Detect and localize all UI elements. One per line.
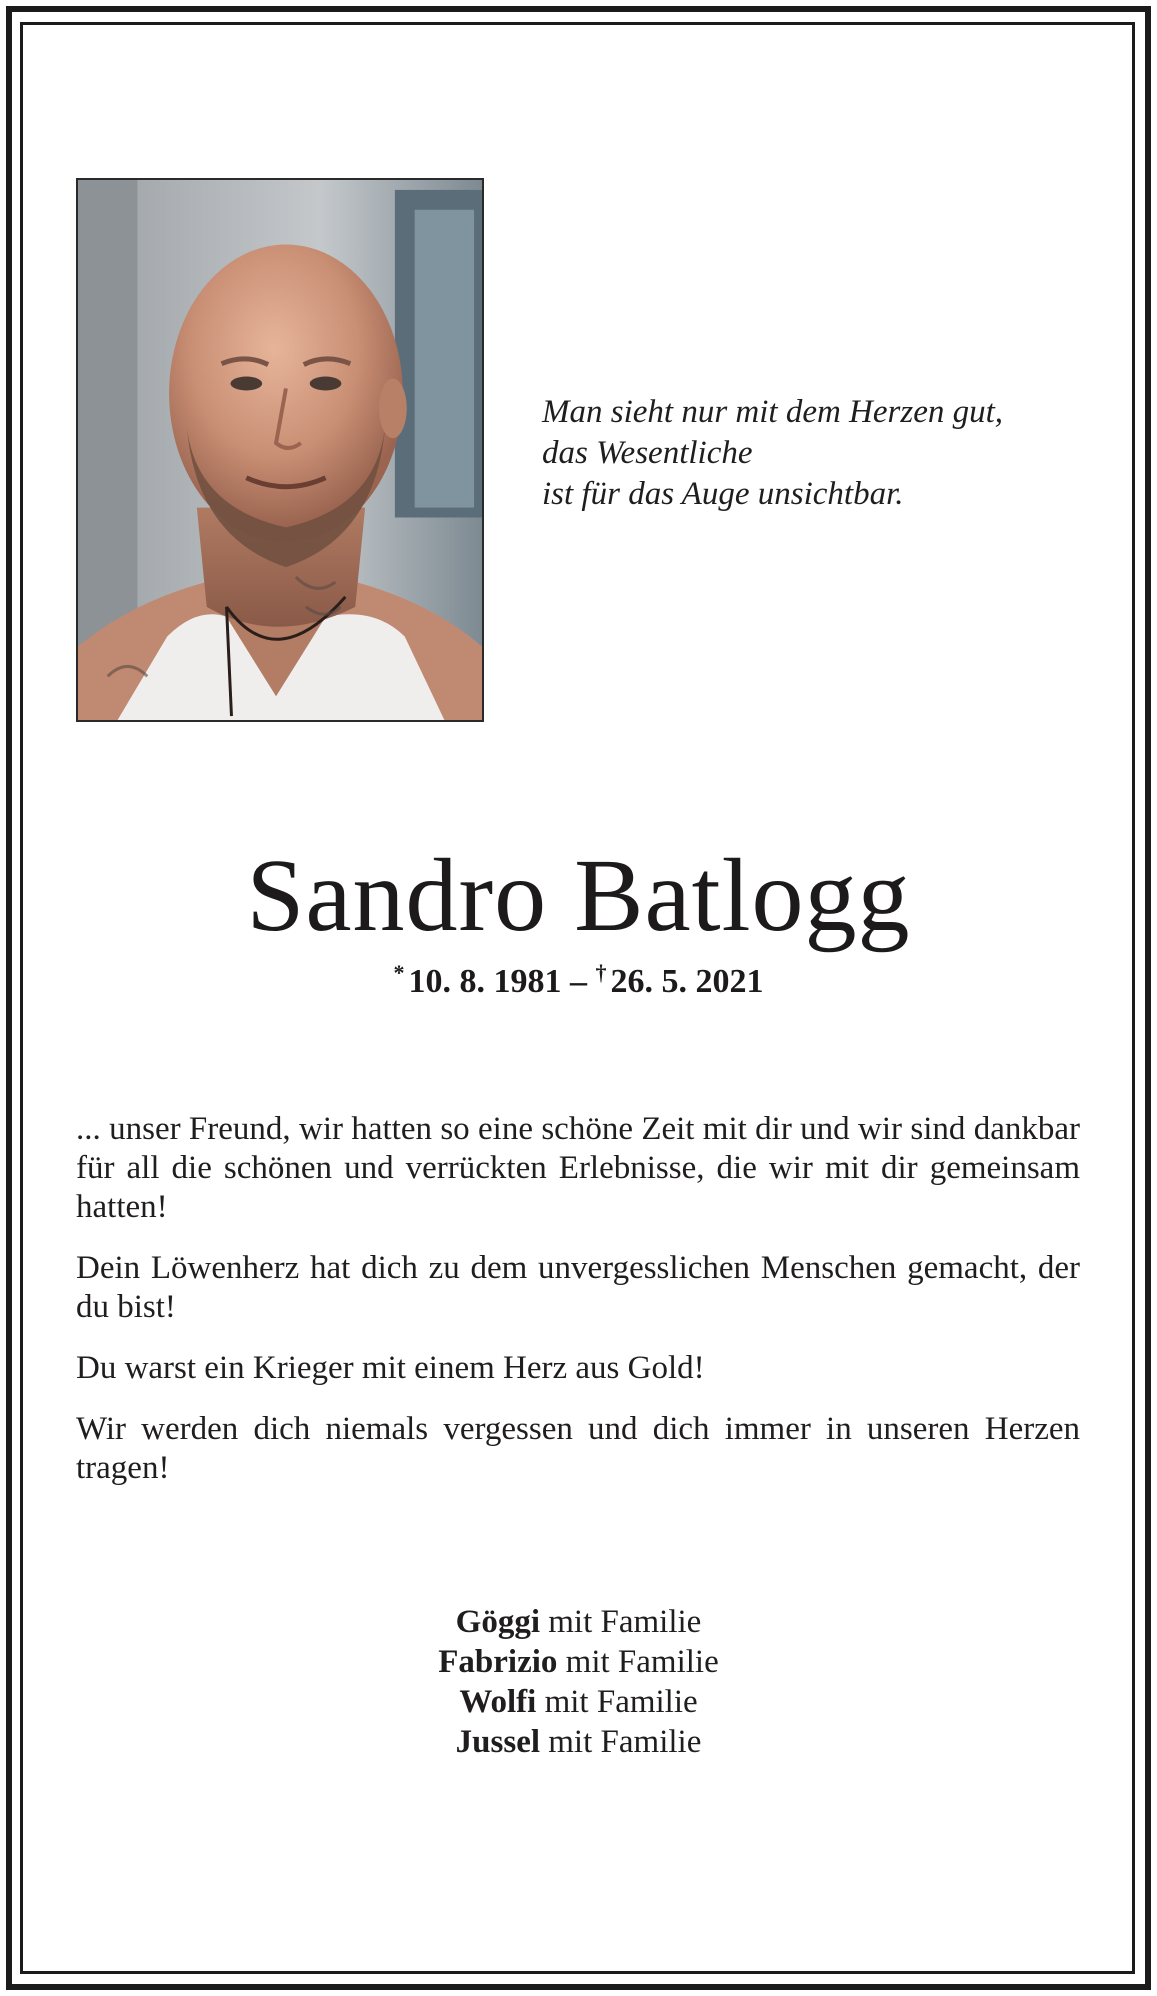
message-paragraph: Wir werden dich niemals vergessen und dich immer in unseren Herzen tragen! — [76, 1411, 1080, 1486]
signature-line — [0, 1602, 1157, 1642]
quote-line: ist für das Auge unsichtbar. — [542, 476, 904, 512]
portrait-photo — [76, 178, 484, 722]
death-date: 26. 5. 2021 — [610, 963, 764, 1000]
death-symbol: † — [595, 960, 607, 985]
memorial-quote — [542, 392, 1062, 515]
message-paragraph: Du warst ein Krieger mit einem Herz aus Gold! — [76, 1350, 705, 1386]
quote-line: Man sieht nur mit dem Herzen gut, — [542, 394, 1004, 430]
life-dates — [0, 960, 1157, 1004]
message-paragraph: ... unser Freund, wir hatten so eine schöne Zeit mit dir und wir sind dankbar für all die schönen und verrückten Erlebnisse, die wir mit dir gemeinsam hatten! — [76, 1111, 1080, 1225]
signatory-suffix: mit Familie — [536, 1684, 698, 1720]
birth-date: 10. 8. 1981 — [408, 963, 562, 1000]
signatory-name: Göggi — [455, 1604, 540, 1640]
signatory-suffix: mit Familie — [540, 1724, 702, 1760]
birth-symbol: * — [393, 960, 405, 985]
signatures — [0, 1602, 1157, 1762]
signatory-name: Jussel — [455, 1724, 541, 1760]
signatory-suffix: mit Familie — [540, 1604, 702, 1640]
message-paragraph: Dein Löwenherz hat dich zu dem unvergesslichen Menschen gemacht, der du bist! — [76, 1250, 1080, 1325]
signature-line — [0, 1722, 1157, 1762]
signature-line — [0, 1642, 1157, 1682]
signatory-suffix: mit Familie — [557, 1644, 719, 1680]
memorial-message — [76, 1110, 1080, 1510]
signatory-name: Fabrizio — [438, 1644, 558, 1680]
deceased-name: Sandro Batlogg — [246, 838, 911, 953]
quote-line: das Wesentliche — [542, 435, 753, 471]
signature-line — [0, 1682, 1157, 1722]
date-separator: – — [561, 963, 596, 1000]
portrait-image — [78, 180, 482, 720]
signatory-name: Wolfi — [459, 1684, 537, 1720]
